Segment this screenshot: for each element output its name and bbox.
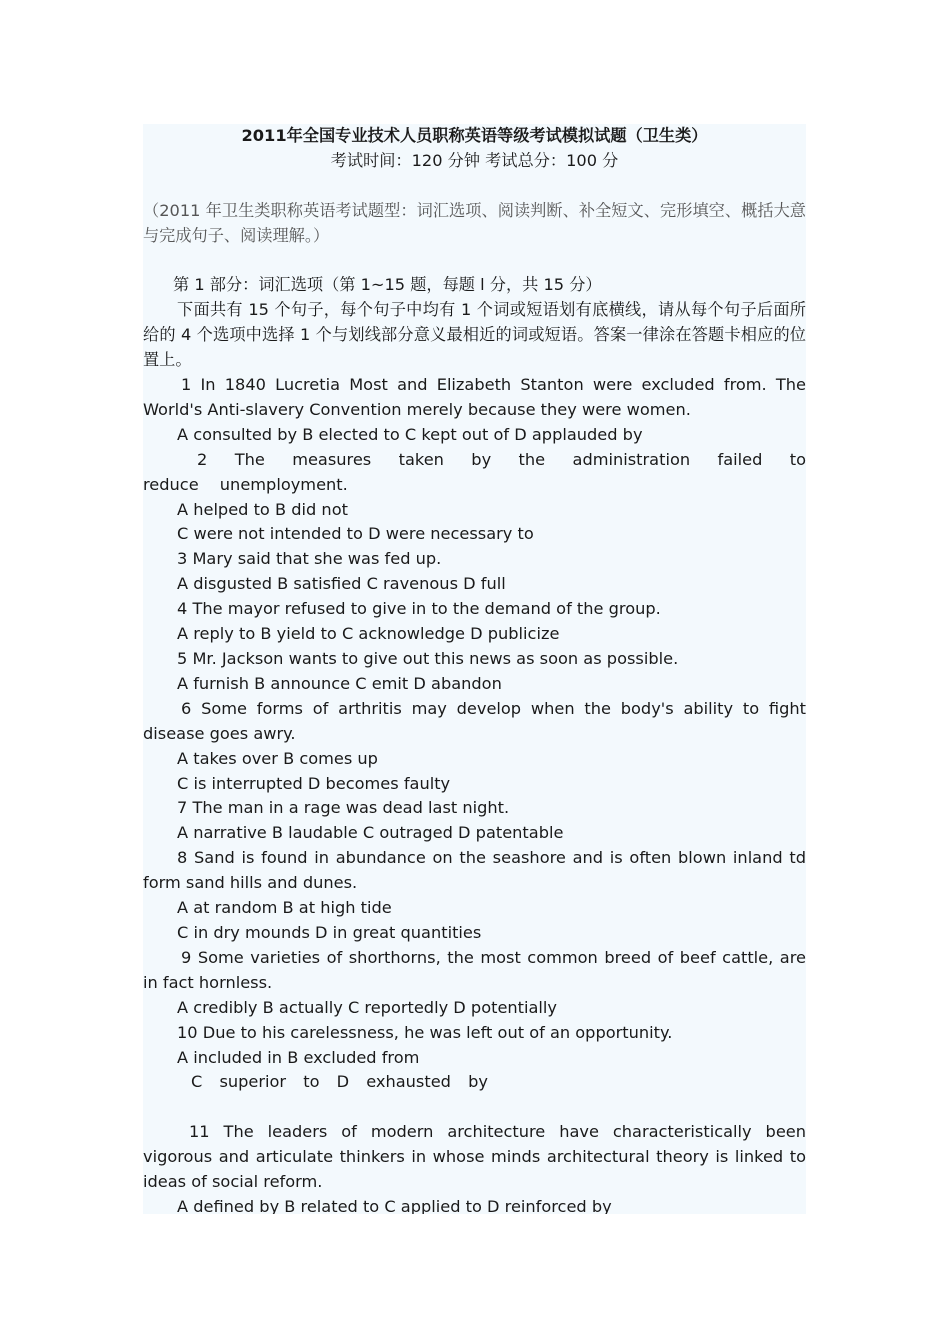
question-4-options: A reply to B yield to C acknowledge D publicize xyxy=(177,624,560,644)
question-6-options-cd: C is interrupted D becomes faulty xyxy=(177,773,451,793)
question-9: 9 Some varieties of shorthorns, the most common breed of beef cattle, are in fact hornless. xyxy=(143,947,806,992)
question-2-options-cd: C were not intended to D were necessary to xyxy=(177,524,534,544)
question-9-options: A credibly B actually C reportedly D potentially xyxy=(177,997,558,1017)
question-2: 2 The measures taken by the administration failed to reduce unemployment. xyxy=(143,449,806,494)
question-11-options: A defined by B related to C applied to D reinforced by xyxy=(177,1196,612,1214)
question-5: 5 Mr. Jackson wants to give out this news as soon as possible. xyxy=(177,649,679,668)
question-1-options: A consulted by B elected to C kept out of D applauded by xyxy=(177,424,643,444)
document-page xyxy=(143,124,806,1214)
question-2-options-ab: A helped to B did not xyxy=(177,499,348,519)
section-instructions: 下面共有 15 个句子，每个句子中均有 1 个词或短语划有底横线，请从每个句子后面所给的 4 个选项中选择 1 个与划线部分意义最相近的词或短语。答案一律涂在答题卡相应的位置上。 xyxy=(143,300,806,370)
exam-format-note: （2011 年卫生类职称英语考试题型：词汇选项、阅读判断、补全短文、完形填空、概括大意与完成句子、阅读理解。） xyxy=(143,200,806,245)
question-1: 1 In 1840 Lucretia Most and Elizabeth Stanton were excluded from. The World's Anti-slavery Convention merely because they were women. xyxy=(143,375,806,419)
document-title: 2011年全国专业技术人员职称英语等级考试模拟试题（卫生类） xyxy=(241,126,708,145)
question-10-options-ab: A included in B excluded from xyxy=(177,1047,420,1067)
question-8-options-cd: C in dry mounds D in great quantities xyxy=(177,922,482,942)
question-10-options-cd: C superior to D exhausted by xyxy=(191,1072,488,1092)
section-heading: 第 1 部分：词汇选项（第 1~15 题，每题 l 分，共 15 分） xyxy=(173,275,602,295)
question-4: 4 The mayor refused to give in to the demand of the group. xyxy=(177,599,661,619)
spacer xyxy=(143,174,806,199)
question-10: 10 Due to his carelessness, he was left out of an opportunity. xyxy=(177,1022,673,1042)
question-8-options-ab: A at random B at high tide xyxy=(177,898,392,918)
question-7-options: A narrative B laudable C outraged D patentable xyxy=(177,823,564,843)
question-6-options-ab: A takes over B comes up xyxy=(177,748,378,768)
question-6: 6 Some forms of arthritis may develop when the body's ability to fight disease goes awry. xyxy=(143,698,806,743)
spacer xyxy=(143,249,806,274)
question-3-options: A disgusted B satisfied C ravenous D full xyxy=(177,574,506,594)
question-3: 3 Mary said that she was fed up. xyxy=(177,549,442,569)
spacer xyxy=(143,1095,806,1120)
question-7: 7 The man in a rage was dead last night. xyxy=(177,798,510,818)
question-8: 8 Sand is found in abundance on the seashore and is often blown inland td form sand hills and dunes. xyxy=(143,848,806,893)
question-11: 11 The leaders of modern architecture have characteristically been vigorous and articulate thinkers in whose minds architectural theory is linked to ideas of social reform. xyxy=(143,1122,806,1192)
question-5-options: A furnish B announce C emit D abandon xyxy=(177,673,502,693)
exam-meta: 考试时间：120 分钟 考试总分：100 分 xyxy=(330,150,619,170)
